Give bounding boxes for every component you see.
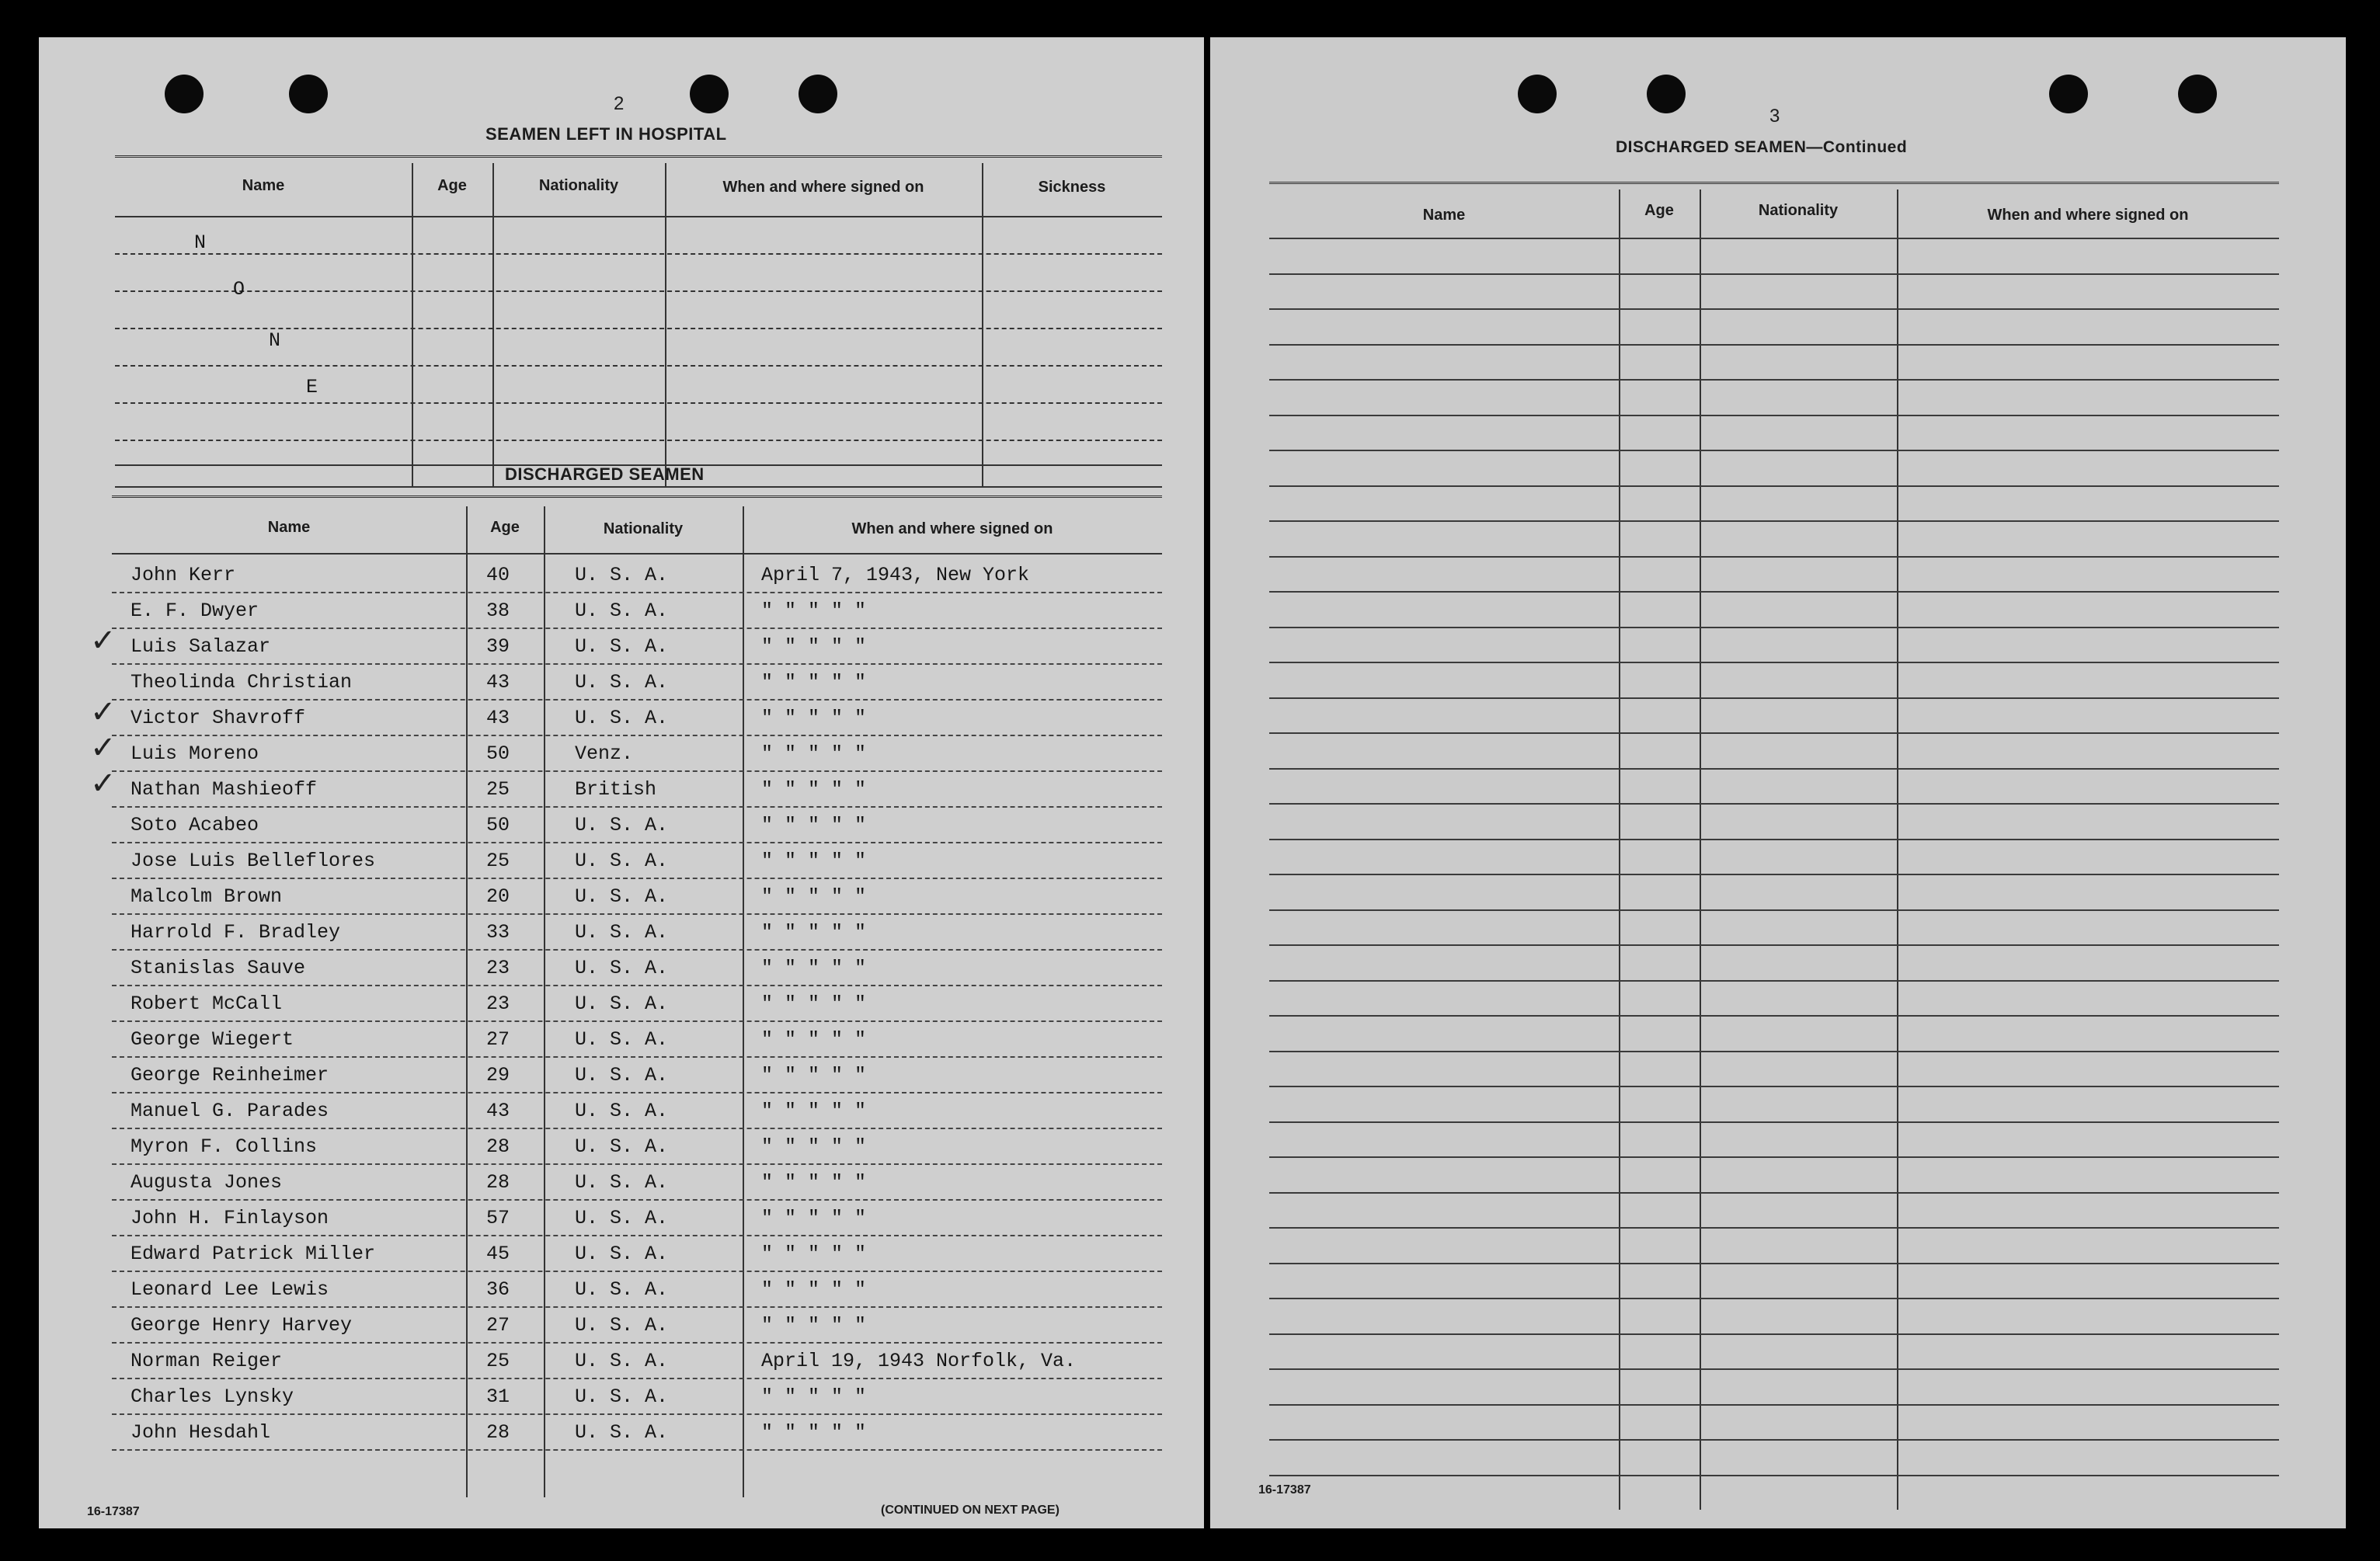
punch-hole	[289, 75, 328, 113]
seaman-nationality: U. S. A.	[575, 1350, 669, 1372]
table-rule	[115, 155, 1162, 161]
seaman-name: Soto Acabeo	[130, 814, 259, 836]
row-rule	[1269, 1439, 2279, 1441]
table-rule	[112, 495, 1162, 501]
seaman-age: 43	[486, 707, 510, 729]
seaman-signed-on: " " " " "	[761, 885, 867, 908]
seaman-signed-on: April 19, 1943 Norfolk, Va.	[761, 1350, 1077, 1372]
seaman-age: 57	[486, 1207, 510, 1229]
row-rule	[1269, 450, 2279, 451]
row-rule	[1269, 344, 2279, 346]
seaman-nationality: U. S. A.	[575, 1243, 669, 1265]
seaman-age: 45	[486, 1243, 510, 1265]
row-rule	[1269, 379, 2279, 381]
seaman-signed-on: " " " " "	[761, 993, 867, 1015]
row-rule	[112, 770, 1162, 772]
seaman-name: Augusta Jones	[130, 1171, 283, 1194]
column-header: Name	[267, 519, 311, 536]
seaman-signed-on: " " " " "	[761, 1028, 867, 1051]
discharged-title: DISCHARGED SEAMEN	[505, 464, 705, 484]
row-rule	[1269, 273, 2279, 275]
continued-note: (CONTINUED ON NEXT PAGE)	[881, 1504, 1060, 1517]
check-mark: ✓	[90, 694, 117, 730]
hospital-entry: O	[233, 278, 245, 301]
row-rule	[112, 1092, 1162, 1093]
seaman-nationality: U. S. A.	[575, 885, 669, 908]
seaman-signed-on: " " " " "	[761, 671, 867, 694]
seaman-name: George Henry Harvey	[130, 1314, 353, 1337]
seaman-nationality: Venz.	[575, 742, 634, 765]
column-header: Nationality	[538, 177, 619, 194]
seaman-signed-on: April 7, 1943, New York	[761, 564, 1030, 586]
row-rule	[1269, 697, 2279, 699]
seaman-age: 27	[486, 1028, 510, 1051]
row-rule	[112, 699, 1162, 701]
row-rule	[1269, 874, 2279, 875]
seaman-name: Charles Lynsky	[130, 1385, 294, 1408]
seaman-name: E. F. Dwyer	[130, 600, 259, 622]
row-rule	[1269, 485, 2279, 487]
seaman-signed-on: " " " " "	[761, 600, 867, 622]
seaman-age: 28	[486, 1421, 510, 1444]
seaman-name: George Wiegert	[130, 1028, 294, 1051]
column-header: When and where signed on	[1987, 207, 2189, 224]
row-rule	[1269, 980, 2279, 982]
row-rule	[112, 1128, 1162, 1129]
row-rule	[1269, 1368, 2279, 1370]
column-divider	[1700, 189, 1701, 1510]
punch-hole	[2049, 75, 2088, 113]
row-rule	[1269, 308, 2279, 310]
seaman-nationality: U. S. A.	[575, 1171, 669, 1194]
row-rule	[112, 842, 1162, 843]
table-rule	[115, 290, 1162, 292]
seaman-signed-on: " " " " "	[761, 1100, 867, 1122]
punch-hole	[690, 75, 729, 113]
table-rule	[112, 553, 1162, 555]
seaman-name: Stanislas Sauve	[130, 957, 306, 979]
row-rule	[1269, 909, 2279, 911]
seaman-name: Edward Patrick Miller	[130, 1243, 376, 1265]
seaman-age: 43	[486, 671, 510, 694]
row-rule	[112, 1449, 1162, 1451]
row-rule	[112, 913, 1162, 915]
row-rule	[1269, 556, 2279, 558]
seaman-age: 36	[486, 1278, 510, 1301]
row-rule	[1269, 1404, 2279, 1406]
seaman-nationality: U. S. A.	[575, 600, 669, 622]
column-header: Age	[490, 519, 520, 536]
row-rule	[1269, 803, 2279, 805]
row-rule	[1269, 768, 2279, 770]
seaman-age: 25	[486, 778, 510, 801]
seaman-nationality: U. S. A.	[575, 1100, 669, 1122]
table-rule	[115, 486, 1162, 488]
page-number: 2	[614, 93, 625, 114]
column-divider	[743, 506, 744, 1497]
row-rule	[112, 663, 1162, 665]
row-rule	[1269, 944, 2279, 946]
seaman-name: Manuel G. Parades	[130, 1100, 329, 1122]
column-header: Age	[1644, 202, 1674, 219]
row-rule	[112, 1306, 1162, 1308]
seaman-nationality: U. S. A.	[575, 1278, 669, 1301]
seaman-nationality: U. S. A.	[575, 957, 669, 979]
seaman-nationality: U. S. A.	[575, 993, 669, 1015]
check-mark: ✓	[90, 766, 117, 801]
seaman-signed-on: " " " " "	[761, 957, 867, 979]
row-rule	[1269, 415, 2279, 416]
seaman-name: Jose Luis Belleflores	[130, 850, 376, 872]
row-rule	[1269, 1263, 2279, 1264]
hospital-title: SEAMEN LEFT IN HOSPITAL	[485, 124, 727, 144]
column-header: Nationality	[1758, 202, 1839, 219]
row-rule	[1269, 1192, 2279, 1194]
seaman-signed-on: " " " " "	[761, 1243, 867, 1265]
seaman-signed-on: " " " " "	[761, 1207, 867, 1229]
row-rule	[1269, 591, 2279, 593]
table-rule	[115, 402, 1162, 404]
seaman-signed-on: " " " " "	[761, 778, 867, 801]
seaman-signed-on: " " " " "	[761, 850, 867, 872]
seaman-signed-on: " " " " "	[761, 1171, 867, 1194]
seaman-age: 39	[486, 635, 510, 658]
table-rule	[115, 365, 1162, 367]
seaman-signed-on: " " " " "	[761, 921, 867, 944]
seaman-age: 33	[486, 921, 510, 944]
column-header: Age	[437, 177, 467, 194]
seaman-name: Leonard Lee Lewis	[130, 1278, 329, 1301]
row-rule	[112, 1271, 1162, 1272]
seaman-signed-on: " " " " "	[761, 1064, 867, 1086]
seaman-name: Malcolm Brown	[130, 885, 283, 908]
punch-hole	[165, 75, 204, 113]
table-rule	[115, 216, 1162, 217]
seaman-name: John Kerr	[130, 564, 236, 586]
punch-hole	[2178, 75, 2217, 113]
row-rule	[112, 1342, 1162, 1344]
hospital-entry: N	[269, 329, 281, 352]
seaman-nationality: U. S. A.	[575, 921, 669, 944]
row-rule	[112, 1056, 1162, 1058]
seaman-age: 28	[486, 1171, 510, 1194]
column-header: Name	[1422, 207, 1466, 224]
row-rule	[1269, 1015, 2279, 1017]
seaman-signed-on: " " " " "	[761, 1314, 867, 1337]
seaman-name: Luis Salazar	[130, 635, 271, 658]
seaman-age: 50	[486, 814, 510, 836]
row-rule	[112, 1235, 1162, 1236]
seaman-nationality: U. S. A.	[575, 814, 669, 836]
row-rule	[1269, 238, 2279, 239]
row-rule	[112, 985, 1162, 986]
row-rule	[1269, 1298, 2279, 1299]
check-mark: ✓	[90, 623, 117, 659]
seaman-name: Victor Shavroff	[130, 707, 306, 729]
seaman-nationality: U. S. A.	[575, 1385, 669, 1408]
table-rule	[1269, 182, 2279, 187]
row-rule	[1269, 1333, 2279, 1335]
seaman-signed-on: " " " " "	[761, 1278, 867, 1301]
seaman-nationality: U. S. A.	[575, 564, 669, 586]
seaman-nationality: U. S. A.	[575, 850, 669, 872]
row-rule	[112, 1199, 1162, 1201]
row-rule	[1269, 1051, 2279, 1052]
seaman-name: George Reinheimer	[130, 1064, 329, 1086]
seaman-nationality: U. S. A.	[575, 1314, 669, 1337]
seaman-age: 28	[486, 1135, 510, 1158]
column-header: Name	[242, 177, 285, 194]
seaman-name: Luis Moreno	[130, 742, 259, 765]
row-rule	[112, 628, 1162, 629]
row-rule	[112, 735, 1162, 736]
seaman-age: 25	[486, 850, 510, 872]
punch-hole	[799, 75, 837, 113]
seaman-nationality: U. S. A.	[575, 1028, 669, 1051]
seaman-nationality: U. S. A.	[575, 1064, 669, 1086]
column-divider	[466, 506, 468, 1497]
seaman-name: Myron F. Collins	[130, 1135, 318, 1158]
punch-hole	[1647, 75, 1686, 113]
row-rule	[1269, 1086, 2279, 1087]
seaman-age: 38	[486, 600, 510, 622]
row-rule	[1269, 1121, 2279, 1123]
seaman-nationality: U. S. A.	[575, 671, 669, 694]
row-rule	[1269, 662, 2279, 663]
row-rule	[1269, 839, 2279, 840]
seaman-signed-on: " " " " "	[761, 1385, 867, 1408]
seaman-age: 29	[486, 1064, 510, 1086]
seaman-nationality: U. S. A.	[575, 635, 669, 658]
left-page	[39, 37, 1204, 1528]
seaman-name: Harrold F. Bradley	[130, 921, 341, 944]
seaman-signed-on: " " " " "	[761, 742, 867, 765]
table-rule	[115, 440, 1162, 441]
row-rule	[112, 878, 1162, 879]
column-divider	[1897, 189, 1898, 1510]
seaman-signed-on: " " " " "	[761, 1135, 867, 1158]
seaman-age: 20	[486, 885, 510, 908]
seaman-nationality: U. S. A.	[575, 707, 669, 729]
row-rule	[1269, 1156, 2279, 1158]
table-rule	[115, 253, 1162, 255]
seaman-name: John H. Finlayson	[130, 1207, 329, 1229]
hospital-entry: N	[194, 231, 207, 254]
row-rule	[112, 1020, 1162, 1022]
discharged-continued-title: DISCHARGED SEAMEN—Continued	[1616, 138, 1908, 156]
check-mark: ✓	[90, 730, 117, 766]
seaman-age: 43	[486, 1100, 510, 1122]
seaman-name: Theolinda Christian	[130, 671, 353, 694]
page-number: 3	[1769, 106, 1780, 127]
column-divider	[544, 506, 545, 1497]
seaman-age: 31	[486, 1385, 510, 1408]
column-header: Sickness	[1038, 179, 1106, 196]
seaman-nationality: U. S. A.	[575, 1135, 669, 1158]
seaman-nationality: U. S. A.	[575, 1207, 669, 1229]
row-rule	[1269, 1475, 2279, 1476]
seaman-name: Robert McCall	[130, 993, 283, 1015]
seaman-nationality: British	[575, 778, 657, 801]
row-rule	[1269, 732, 2279, 734]
form-number: 16-17387	[87, 1505, 140, 1518]
column-header: When and where signed on	[722, 179, 924, 196]
row-rule	[112, 1413, 1162, 1415]
seaman-age: 40	[486, 564, 510, 586]
punch-hole	[1518, 75, 1557, 113]
row-rule	[112, 1163, 1162, 1165]
right-page	[1210, 37, 2346, 1528]
row-rule	[112, 592, 1162, 593]
form-number: 16-17387	[1258, 1483, 1311, 1497]
seaman-nationality: U. S. A.	[575, 1421, 669, 1444]
seaman-name: Nathan Mashieoff	[130, 778, 318, 801]
seaman-age: 50	[486, 742, 510, 765]
row-rule	[112, 806, 1162, 808]
seaman-name: Norman Reiger	[130, 1350, 283, 1372]
row-rule	[1269, 1227, 2279, 1229]
row-rule	[1269, 627, 2279, 628]
seaman-signed-on: " " " " "	[761, 635, 867, 658]
seaman-signed-on: " " " " "	[761, 1421, 867, 1444]
seaman-age: 23	[486, 993, 510, 1015]
row-rule	[1269, 520, 2279, 522]
row-rule	[112, 1378, 1162, 1379]
column-header: Nationality	[603, 520, 684, 537]
seaman-signed-on: " " " " "	[761, 707, 867, 729]
seaman-signed-on: " " " " "	[761, 814, 867, 836]
column-divider	[1619, 189, 1620, 1510]
seaman-name: John Hesdahl	[130, 1421, 271, 1444]
hospital-entry: E	[306, 376, 318, 398]
seaman-age: 23	[486, 957, 510, 979]
column-header: When and where signed on	[851, 520, 1053, 537]
seaman-age: 27	[486, 1314, 510, 1337]
row-rule	[112, 949, 1162, 951]
seaman-age: 25	[486, 1350, 510, 1372]
